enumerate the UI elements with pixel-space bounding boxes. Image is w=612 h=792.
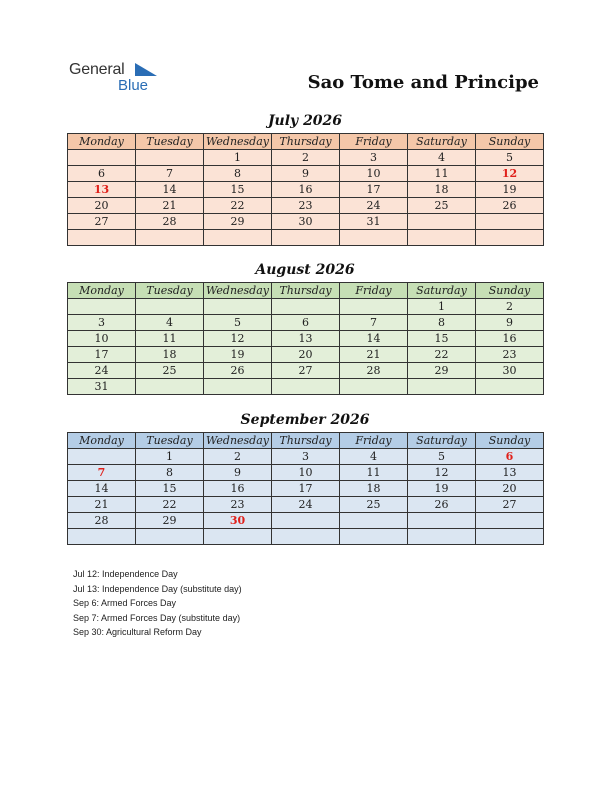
week-row — [68, 465, 544, 481]
weekday-header: Friday — [340, 283, 408, 299]
empty-day-cell — [272, 230, 340, 246]
day-cell: 21 — [340, 347, 408, 363]
day-cell: 29 — [408, 363, 476, 379]
day-cell: 7 — [136, 166, 204, 182]
empty-day-cell — [476, 513, 544, 529]
day-cell: 14 — [68, 481, 136, 497]
day-cell: 5 — [476, 150, 544, 166]
day-cell: 27 — [68, 214, 136, 230]
day-cell: 19 — [476, 182, 544, 198]
day-cell: 5 — [204, 315, 272, 331]
week-row — [68, 230, 544, 246]
empty-day-cell — [136, 529, 204, 545]
day-cell: 7 — [68, 465, 136, 481]
day-cell: 31 — [340, 214, 408, 230]
day-cell: 8 — [204, 166, 272, 182]
weekday-header: Wednesday — [204, 134, 272, 150]
week-row — [68, 347, 544, 363]
day-cell: 3 — [68, 315, 136, 331]
day-cell: 19 — [204, 347, 272, 363]
day-cell: 1 — [408, 299, 476, 315]
day-cell: 28 — [68, 513, 136, 529]
day-cell: 13 — [272, 331, 340, 347]
day-cell: 20 — [272, 347, 340, 363]
week-row — [68, 481, 544, 497]
week-row — [68, 331, 544, 347]
weekday-header: Monday — [68, 134, 136, 150]
day-cell: 24 — [68, 363, 136, 379]
day-cell: 12 — [204, 331, 272, 347]
holiday-item: Jul 12: Independence Day — [73, 569, 178, 579]
day-cell: 30 — [476, 363, 544, 379]
day-cell: 4 — [136, 315, 204, 331]
day-cell: 15 — [204, 182, 272, 198]
day-cell: 20 — [476, 481, 544, 497]
day-cell: 13 — [476, 465, 544, 481]
weekday-header: Tuesday — [136, 283, 204, 299]
empty-day-cell — [476, 214, 544, 230]
day-cell: 9 — [204, 465, 272, 481]
day-cell: 4 — [340, 449, 408, 465]
day-cell: 27 — [476, 497, 544, 513]
day-cell: 30 — [272, 214, 340, 230]
day-cell: 18 — [408, 182, 476, 198]
weekday-header: Thursday — [272, 134, 340, 150]
weekday-header: Thursday — [272, 433, 340, 449]
holiday-item: Sep 30: Agricultural Reform Day — [73, 627, 202, 637]
day-cell: 21 — [68, 497, 136, 513]
week-row — [68, 513, 544, 529]
week-row — [68, 198, 544, 214]
day-cell: 28 — [340, 363, 408, 379]
weekday-header: Sunday — [476, 283, 544, 299]
day-cell: 2 — [272, 150, 340, 166]
week-row — [68, 182, 544, 198]
calendar-july — [67, 133, 544, 246]
day-cell: 8 — [408, 315, 476, 331]
day-cell: 9 — [272, 166, 340, 182]
day-cell: 18 — [340, 481, 408, 497]
empty-day-cell — [272, 529, 340, 545]
day-cell: 17 — [68, 347, 136, 363]
month-title-july: July 2026 — [267, 113, 343, 129]
day-cell: 26 — [204, 363, 272, 379]
holiday-item: Sep 6: Armed Forces Day — [73, 598, 177, 608]
logo-general-text: General — [69, 61, 125, 78]
empty-day-cell — [68, 230, 136, 246]
week-row — [68, 315, 544, 331]
day-cell: 8 — [136, 465, 204, 481]
week-row — [68, 497, 544, 513]
empty-day-cell — [408, 513, 476, 529]
empty-day-cell — [272, 379, 340, 395]
day-cell: 14 — [340, 331, 408, 347]
day-cell: 3 — [340, 150, 408, 166]
day-cell: 16 — [476, 331, 544, 347]
day-cell: 11 — [408, 166, 476, 182]
weekday-header: Saturday — [408, 134, 476, 150]
day-cell: 4 — [408, 150, 476, 166]
day-cell: 29 — [204, 214, 272, 230]
day-cell: 12 — [408, 465, 476, 481]
month-title-august: August 2026 — [255, 262, 355, 278]
empty-day-cell — [340, 230, 408, 246]
empty-day-cell — [272, 299, 340, 315]
day-cell: 6 — [476, 449, 544, 465]
empty-day-cell — [68, 299, 136, 315]
empty-day-cell — [204, 299, 272, 315]
month-title-september: September 2026 — [240, 412, 370, 428]
day-cell: 9 — [476, 315, 544, 331]
weekday-header: Friday — [340, 433, 408, 449]
week-row — [68, 214, 544, 230]
day-cell: 24 — [272, 497, 340, 513]
day-cell: 15 — [136, 481, 204, 497]
day-cell: 23 — [272, 198, 340, 214]
weekday-header: Sunday — [476, 433, 544, 449]
weekday-header: Wednesday — [204, 283, 272, 299]
logo-blue-text: Blue — [118, 77, 149, 94]
empty-day-cell — [68, 529, 136, 545]
day-cell: 27 — [272, 363, 340, 379]
day-cell: 21 — [136, 198, 204, 214]
day-cell: 29 — [136, 513, 204, 529]
week-row — [68, 379, 544, 395]
empty-day-cell — [476, 379, 544, 395]
empty-day-cell — [136, 230, 204, 246]
weekday-header: Tuesday — [136, 433, 204, 449]
weekday-header: Monday — [68, 433, 136, 449]
empty-day-cell — [408, 230, 476, 246]
empty-day-cell — [408, 529, 476, 545]
weekday-header-row — [68, 433, 544, 449]
empty-day-cell — [136, 379, 204, 395]
empty-day-cell — [136, 150, 204, 166]
day-cell: 31 — [68, 379, 136, 395]
weekday-header: Saturday — [408, 283, 476, 299]
day-cell: 15 — [408, 331, 476, 347]
week-row — [68, 299, 544, 315]
day-cell: 10 — [272, 465, 340, 481]
day-cell: 14 — [136, 182, 204, 198]
day-cell: 2 — [204, 449, 272, 465]
day-cell: 11 — [340, 465, 408, 481]
day-cell: 13 — [68, 182, 136, 198]
empty-day-cell — [476, 230, 544, 246]
weekday-header: Sunday — [476, 134, 544, 150]
empty-day-cell — [340, 513, 408, 529]
day-cell: 2 — [476, 299, 544, 315]
empty-day-cell — [272, 513, 340, 529]
country-title: Sao Tome and Principe — [307, 72, 539, 93]
day-cell: 25 — [408, 198, 476, 214]
day-cell: 23 — [476, 347, 544, 363]
week-row — [68, 166, 544, 182]
day-cell: 11 — [136, 331, 204, 347]
empty-day-cell — [204, 529, 272, 545]
day-cell: 22 — [408, 347, 476, 363]
day-cell: 22 — [136, 497, 204, 513]
day-cell: 7 — [340, 315, 408, 331]
calendar-august — [67, 282, 544, 395]
day-cell: 20 — [68, 198, 136, 214]
week-row — [68, 363, 544, 379]
day-cell: 25 — [136, 363, 204, 379]
weekday-header: Monday — [68, 283, 136, 299]
calendar-september — [67, 432, 544, 545]
empty-day-cell — [340, 299, 408, 315]
day-cell: 26 — [408, 497, 476, 513]
week-row — [68, 529, 544, 545]
empty-day-cell — [408, 214, 476, 230]
day-cell: 17 — [272, 481, 340, 497]
day-cell: 18 — [136, 347, 204, 363]
day-cell: 19 — [408, 481, 476, 497]
empty-day-cell — [136, 299, 204, 315]
day-cell: 3 — [272, 449, 340, 465]
day-cell: 10 — [68, 331, 136, 347]
empty-day-cell — [68, 449, 136, 465]
day-cell: 30 — [204, 513, 272, 529]
empty-day-cell — [340, 529, 408, 545]
day-cell: 1 — [204, 150, 272, 166]
empty-day-cell — [204, 379, 272, 395]
weekday-header: Wednesday — [204, 433, 272, 449]
weekday-header: Friday — [340, 134, 408, 150]
holiday-list — [73, 567, 242, 640]
day-cell: 26 — [476, 198, 544, 214]
empty-day-cell — [476, 529, 544, 545]
weekday-header-row — [68, 283, 544, 299]
day-cell: 28 — [136, 214, 204, 230]
empty-day-cell — [68, 150, 136, 166]
day-cell: 10 — [340, 166, 408, 182]
day-cell: 12 — [476, 166, 544, 182]
weekday-header-row — [68, 134, 544, 150]
empty-day-cell — [340, 379, 408, 395]
week-row — [68, 449, 544, 465]
empty-day-cell — [408, 379, 476, 395]
weekday-header: Saturday — [408, 433, 476, 449]
day-cell: 16 — [204, 481, 272, 497]
holiday-item: Jul 13: Independence Day (substitute day) — [73, 583, 242, 594]
day-cell: 5 — [408, 449, 476, 465]
day-cell: 6 — [272, 315, 340, 331]
day-cell: 25 — [340, 497, 408, 513]
weekday-header: Thursday — [272, 283, 340, 299]
day-cell: 23 — [204, 497, 272, 513]
day-cell: 24 — [340, 198, 408, 214]
logo — [69, 61, 169, 97]
empty-day-cell — [204, 230, 272, 246]
day-cell: 17 — [340, 182, 408, 198]
day-cell: 6 — [68, 166, 136, 182]
holiday-item: Sep 7: Armed Forces Day (substitute day) — [73, 612, 241, 623]
day-cell: 1 — [136, 449, 204, 465]
logo-triangle-icon — [133, 63, 159, 77]
day-cell: 22 — [204, 198, 272, 214]
week-row — [68, 150, 544, 166]
weekday-header: Tuesday — [136, 134, 204, 150]
day-cell: 16 — [272, 182, 340, 198]
